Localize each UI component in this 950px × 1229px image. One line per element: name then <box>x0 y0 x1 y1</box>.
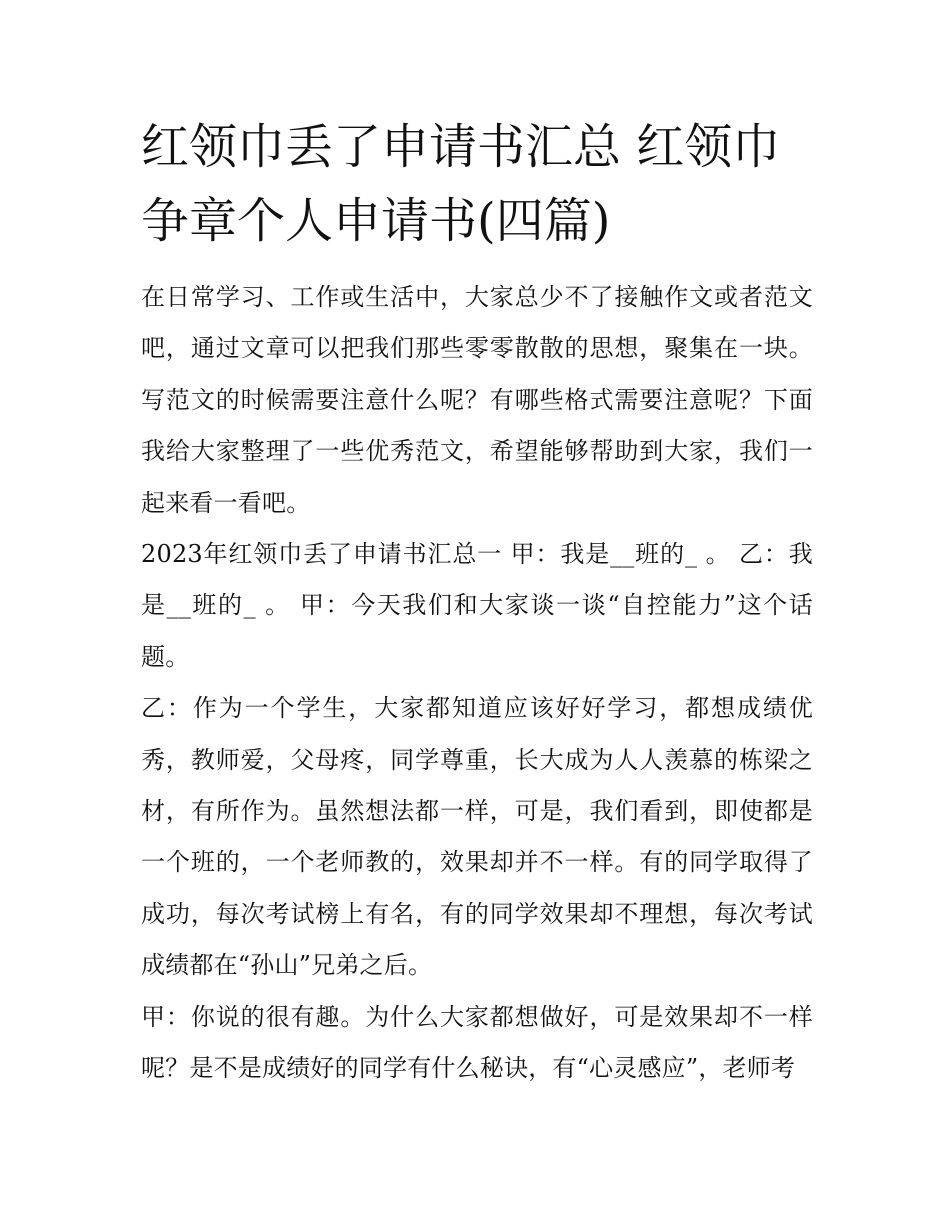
paragraph-dialogue-yi: 乙：作为一个学生，大家都知道应该好好学习，都想成绩优秀，教师爱，父母疼，同学尊重，长大成为人人羡慕的栋梁之材，有所作为。虽然想法都一样，可是，我们看到，即使都是一个班的，一个老师教的，效果却并不一样。有的同学取得了成功，每次考试榜上有名，有的同学效果却不理想，每次考试成绩都在“孙山”兄弟之后。 <box>141 694 813 980</box>
document-title: 红领巾丢了申请书汇总 红领巾争章个人申请书(四篇) <box>141 119 781 249</box>
paragraph-dialogue-jia: 甲：你说的很有趣。为什么大家都想做好，可是效果却不一样呢？是不是成绩好的同学有什么秘诀，有“心灵感应”，老师考 <box>141 1002 813 1083</box>
document-content <box>141 110 813 1095</box>
paragraph-intro: 在日常学习、工作或生活中，大家总少不了接触作文或者范文吧，通过文章可以把我们那些零零散散的思想，聚集在一块。写范文的时候需要注意什么呢？有哪些格式需要注意呢？下面我给大家整理了一些优秀范文，希望能够帮助到大家，我们一起来看一看吧。 <box>141 283 813 517</box>
paragraph-dialogue-opening: 2023年红领巾丢了申请书汇总一 甲：我是__班的_ 。 乙：我是__班的_ 。 甲：今天我们和大家谈一谈“自控能力”这个话题。 <box>141 540 813 671</box>
